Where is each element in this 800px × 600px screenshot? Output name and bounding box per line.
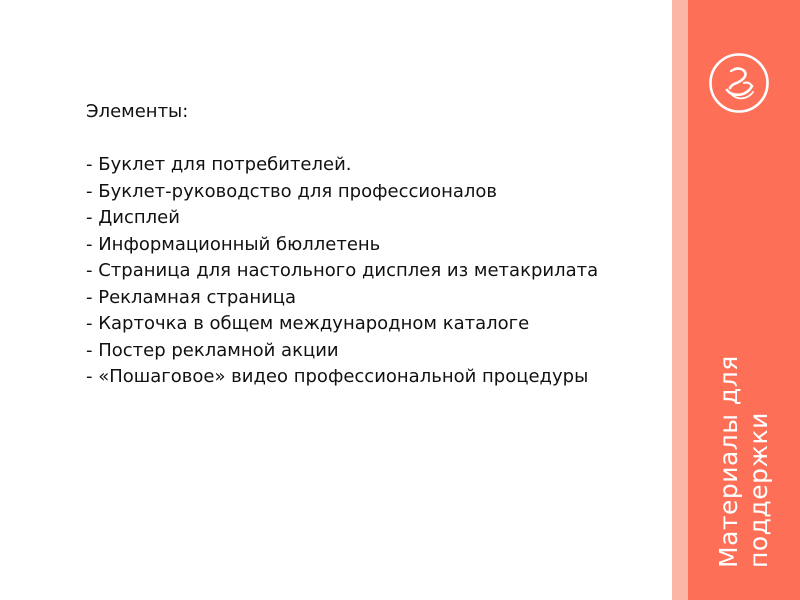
slide-heading: Элементы: [86, 101, 189, 122]
sidebar-accent-strip [672, 0, 688, 600]
list-item: - Информационный бюллетень [86, 233, 381, 255]
list-item: - Буклет-руководство для профессионалов [86, 180, 498, 202]
list-item: - Постер рекламной акции [86, 339, 339, 361]
list-item: - Буклет для потребителей. [86, 154, 352, 175]
list-item: - Дисплей [86, 207, 180, 228]
swan-logo-icon [708, 52, 770, 114]
sidebar-title: Материалы для поддержки [714, 355, 773, 568]
list-item: - «Пошаговое» видео профессиональной процедуры [86, 366, 589, 387]
list-item: - Страница для настольного дисплея из метакрилата [86, 260, 599, 281]
slide-content [86, 99, 606, 391]
list-item: - Рекламная страница [86, 286, 297, 308]
list-item: - Карточка в общем международном каталоге [86, 313, 530, 334]
elements-list [86, 152, 606, 391]
